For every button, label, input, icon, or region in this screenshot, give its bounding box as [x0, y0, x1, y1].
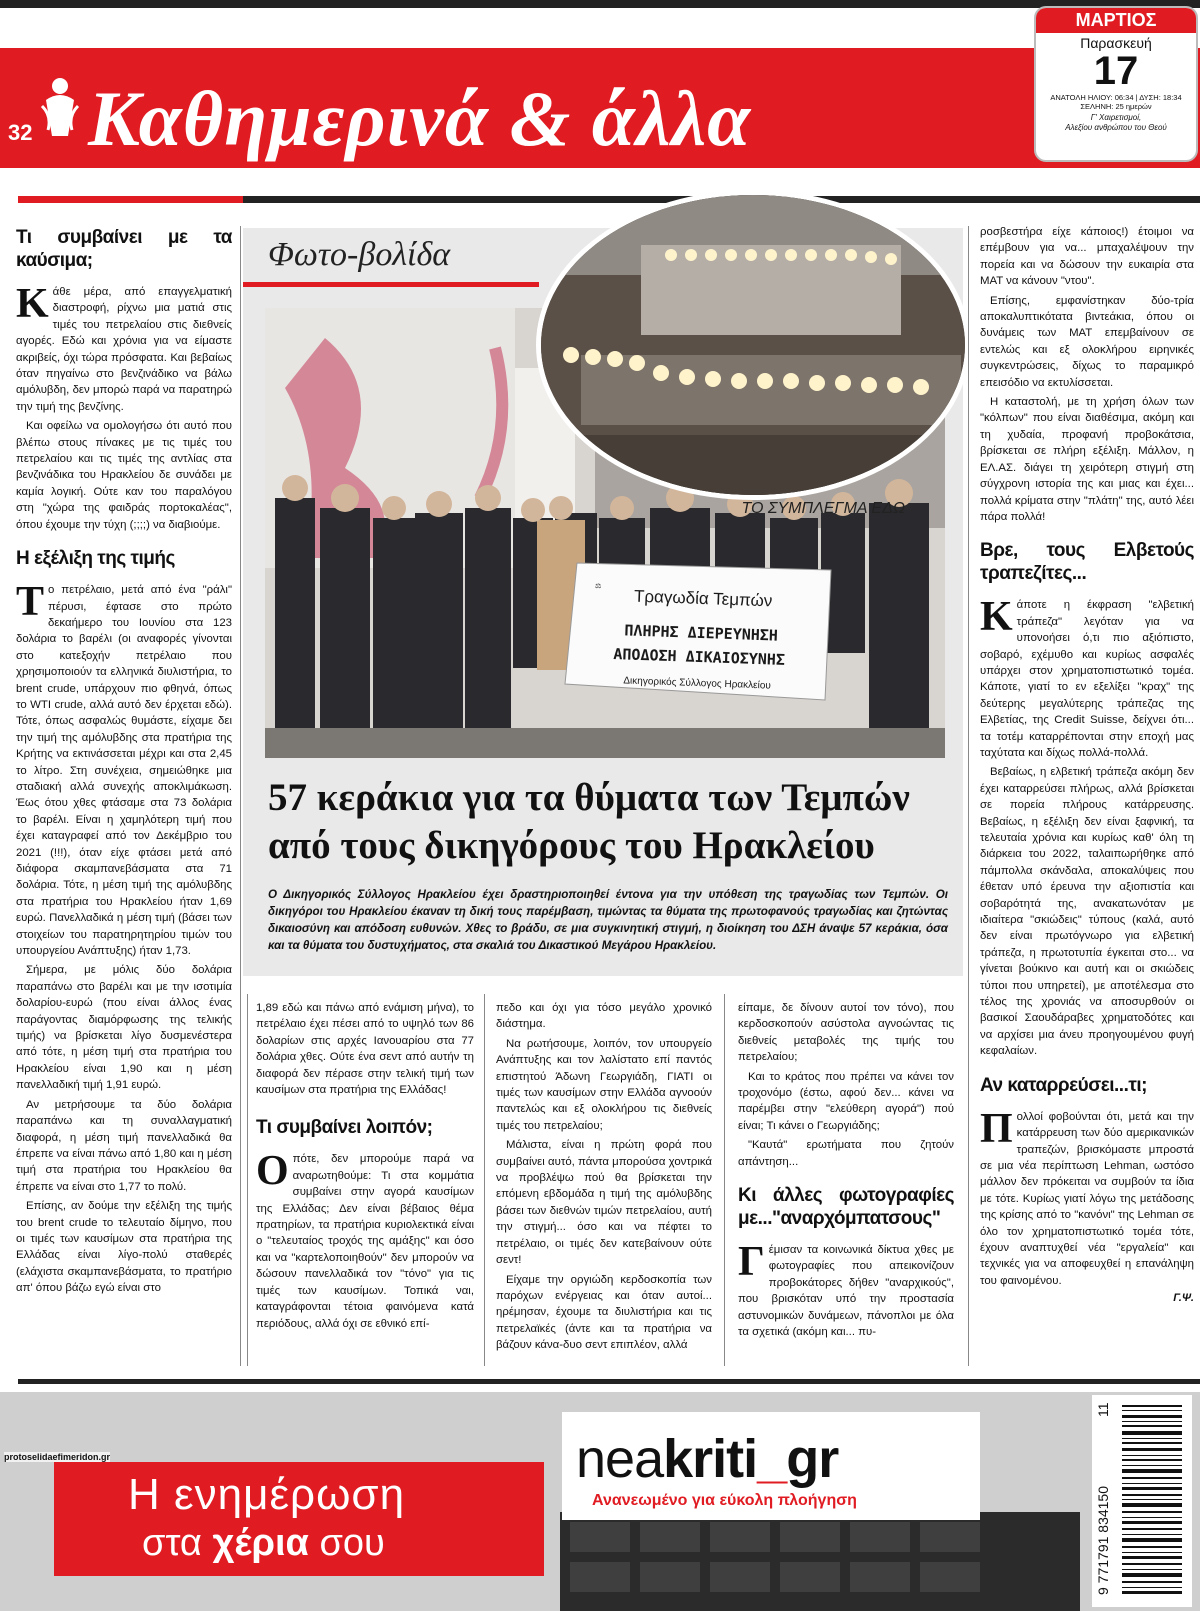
- column-heading: Τι συμβαίνει με τα καύσιμα;: [16, 227, 232, 271]
- article-paragraph: είπαμε, δε δίνουν αυτοί τον τόνο), που κερδοσκοπούν ασύστολα αγνοώντας τις διεθνείς μεταβολές της τιμής του πετρελαίου;: [738, 1002, 954, 1064]
- page-number: 32: [8, 120, 33, 145]
- slogan-part: σου: [308, 1522, 385, 1564]
- graffiti-text: ΤΟ ΣΥΜΠΛΕΓΜΑ ΕΔΩ: [741, 500, 905, 517]
- date-month: ΜΑΡΤΙΟΣ: [1036, 8, 1196, 33]
- paragraph-text: άθε μέρα, από επαγγελματική διαστροφή, ρίχνω μια ματιά στις τιμές του πετρελαίου στις διεθνείς αγορές. Εδώ και χρόνια για να είμαστε ακριβείς, όχι τώρα πρόσφατα. Και βεβαίως όταν πηγαίνω στο βενζινάδικο να βάλω αμόλυβδη, δεν μπορώ παρά να παρατηρώ την τιμή της βενζίνης.: [16, 286, 232, 413]
- date-box: [1034, 6, 1198, 162]
- article-paragraph: [980, 1105, 1194, 1289]
- section-logo-icon: [38, 76, 82, 146]
- ad-tagline: Ανανεωμένο για εύκολη πλοήγηση: [592, 1492, 857, 1509]
- banner-title: Τραγωδία Τεμπών: [633, 586, 773, 611]
- article-paragraph: "Καυτά" ερωτήματα που ζητούν απάντηση...: [738, 1139, 954, 1168]
- article-paragraph: Αν μετρήσουμε τα δύο δολάρια παραπάνω και τη συναλλαγματική διαφορά, η μέση τιμή πανελλαδικά θα έπρεπε να είναι πάνω από 1,80 και η μέση τιμή στα πρατήρια του Ηρακλείου θα έπρεπε να είναι στο 1,77 το πολύ.: [16, 1098, 232, 1193]
- article-paragraph: πεδο και όχι για τόσο μεγάλο χρονικό διάστημα.: [496, 1002, 712, 1031]
- banner-signature: Δικηγορικός Σύλλογος Ηρακλείου: [623, 675, 772, 692]
- slogan-emphasis: χέρια: [212, 1522, 309, 1564]
- feature-lede: Ο Δικηγορικός Σύλλογος Ηρακλείου έχει δραστηριοποιηθεί έντονα για την υπόθεση της τραγωδίας των Τεμπών. Οι δικηγόροι του Ηρακλείου έκαναν τη δική τους παρέμβαση, τιμώντας τα θύματα της πρωτοφανούς τραγωδίας και ζητώντας δικαιοσύνη και απόδοση ευθυνών. Χθες το βράδυ, σε μια συγκινητική στιγμή, η διοίκηση του ΔΣΗ άναψε 57 κεράκια, όσα και τα θύματα του δυστυχήματος, στα σκαλιά του Δικαστικού Μεγάρου Ηρακλείου.: [268, 888, 948, 952]
- name-day: [1036, 113, 1196, 133]
- logo-part: _: [757, 1429, 787, 1489]
- svg-text:⚖: ⚖: [595, 583, 602, 590]
- article-paragraph: [256, 1148, 474, 1331]
- column-heading: Βρε, τους Ελβετούς τραπεζίτες...: [980, 540, 1194, 585]
- paragraph-text: ο πετρέλαιο, μετά από ένα "ράλι" πέρυσι, έφτασε στο πρώτο δεκαήμερο του Ιουνίου στα 123 δολάρια το βαρέλι (οι αναφορές γίνονται στο κατεξοχήν πετρέλαιο που χρησιμοποιούν τα ελληνικά διυλιστήρια, το brent crude, υπάρχουν πιο φθηνά, όπως το WTI crude, αλλά αυτό δεν έρχεται εδώ). Τότε, όπως ασφαλώς θυμάστε, είχαμε δει την τιμή της αμόλυβδης στα πρατήρια της Κρήτης να εκτινάσσεται μέχρι και στα 2,45 το λίτρο. Στη συνέχεια, σημειώθηκε μια σταδιακή αλλά συνεχής αποκλιμάκωση. Έως ότου χθες φτάσαμε στα 73 δολάρια το βαρέλι. Είναι η χαμηλότερη τιμή που έχει καταγραφεί από τον Δεκέμβριο του 2021 (!!!), όταν είχε φτάσει μετά από διάφορα σκαμπανεβάσματα στα 71 δολάρια. Τότε, η μέση τιμή της αμόλυβδης στα πρατήρια του Ηρακλείου ήταν 1,69 ευρώ. Πανελλαδικά η μέση τιμή (βάσει των στοιχείων του παρατηρητηρίου τιμών του υπουργείου Ανάπτυξης) ήταν 1,73.: [16, 584, 232, 958]
- article-paragraph: [16, 281, 232, 415]
- article-column: [738, 1000, 954, 1344]
- article-paragraph: [16, 579, 232, 959]
- column-heading: Κι άλλες φωτογραφίες με..."αναρχόμπατσους": [738, 1185, 954, 1230]
- paragraph-text: έμισαν τα κοινωνικά δίκτυα χθες με φωτογραφίες που απεικονίζουν προβοκάτορες δήθεν "αναρχικούς", που βρισκόταν υπό την προστασία αστυνομικών δυνάμεων, πάνοπλοι με όλα τα σχετικά (ακόμη και... πυ-: [738, 1244, 954, 1339]
- drop-cap: Τ: [16, 579, 45, 626]
- column-heading: Η εξέλιξη της τιμής: [16, 548, 175, 570]
- slogan-part: στα: [142, 1522, 213, 1564]
- right-column: [980, 224, 1194, 1304]
- section-title: Καθημερινά & άλλα: [88, 75, 752, 162]
- article-paragraph: Και οφείλω να ομολογήσω ότι αυτό που βλέπω στους πίνακες με τις τιμές του πετρελαίου και τις τιμές της αντλίας στα βενζινάδικα του Ηρακλείου δε συνάδει με καμία λογική. Ούτε καν του παραλόγου στη "χώρα της φαιδράς πορτοκαλέας", όπου έχουμε την τύχη (;;;;) να διαβιούμε.: [16, 420, 232, 531]
- headline-line: από τους δικηγόρους του Ηρακλείου: [268, 824, 875, 867]
- name-day-line1: Γ' Χαιρετισμοί,: [1090, 113, 1142, 122]
- issue-code: 11: [1095, 1402, 1111, 1417]
- date-weekday: Παρασκευή: [1080, 35, 1152, 51]
- column-heading: Τι συμβαίνει λοιπόν;: [256, 1117, 433, 1139]
- ad-slogan-line1: Η ενημέρωση: [128, 1470, 406, 1519]
- article-paragraph: Μάλιστα, είναι η πρώτη φορά που συμβαίνει αυτό, πάντα μπορούσα χοντρικά να προβλέψω πού θα βρίσκεται την επόμενη εβδομάδα η τιμή της αμόλυβδης βάσει των διεθνών τιμών πετρελαίου, αυτή την στιγμή... όσο και να πέφτει το πετρέλαιο, οι τιμές δεν κατεβαίνουν ούτε σεντ!: [496, 1139, 712, 1267]
- paragraph-text: άποτε η έκφραση "ελβετική τράπεζα" λεγόταν για να υπονοήσει ό,τι πιο αξιόπιστο, σοβαρό, εχέμυθο και κυρίως ασφαλές υπάρχει στον χρηματοπιστωτικό τομέα. Κάποτε, γιατί το εν εξελίξει "κραχ" της δεύτερης μεγαλύτερης τράπεζας της Ελβετίας, της Credit Suisse, δείχνει ότι... τα τοτέμ καταρρέπονται στην εποχή μας ταχύτατα και δίχως πολλά-πολλά.: [980, 599, 1194, 759]
- top-rule: [0, 0, 1200, 8]
- name-day-line2: Αλεξίου ανθρώπου του Θεού: [1065, 123, 1167, 132]
- column-divider: [240, 226, 241, 1366]
- logo-part: kriti: [663, 1429, 758, 1489]
- column-divider: [724, 994, 725, 1366]
- article-paragraph: Σήμερα, με μόλις δύο δολάρια παραπάνω στο βαρέλι και με την ισοτιμία δολαρίου-ευρώ (που είναι άλλος ένας παράγοντας διαμόρφωσης της τελικής τιμής) να βρίσκεται λίγο δυσμενέστερα από τότε, η μέση τιμή στα πρατήρια του Ηρακλείου είναι 1,90 και η μέση πανελλαδική τιμή 1,91 ευρώ.: [16, 964, 232, 1092]
- column-divider: [484, 994, 485, 1366]
- feature-label: Φωτο-βολίδα: [268, 236, 451, 273]
- headline-line: 57 κεράκια για τα θύματα των Τεμπών: [268, 776, 910, 819]
- drop-cap: Κ: [16, 281, 49, 327]
- article-column: [256, 1000, 474, 1335]
- article-paragraph: [738, 1239, 954, 1340]
- drop-cap: Γ: [738, 1239, 765, 1286]
- banner-line: ΠΛΗΡΗΣ ΔΙΕΡΕΥΝΗΣΗ: [624, 621, 779, 645]
- drop-cap: Κ: [980, 594, 1013, 641]
- paragraph-text: πότε, δεν μπορούμε παρά να αναρωτηθούμε: Τι στα κομμάτια συμβαίνει στην αγορά καυσίμων της Ελλάδας; Δεν είναι βέβαιος θέμα πρατηρίων, τα πρατήρια κυριολεκτικά είναι ο "τελευταίος τροχός της αμάξης" και όσο και να "καρτελοποιηθούν" δεν μπορούν να δώσουν πανελλαδικά τον "τόνο" για τις τιμές των καυσίμων. Τοπικά ναι, καταγράφονται τέτοια φαινόμενα κατά περιόδους, αλλά όχι σε εθνικό επί-: [256, 1153, 474, 1330]
- logo-part: nea: [576, 1429, 664, 1489]
- feature-headline: [268, 774, 958, 870]
- column-heading: Αν καταρρεύσει...τι;: [980, 1074, 1147, 1096]
- feature-label-underline: [243, 282, 539, 287]
- neakriti-logo[interactable]: [576, 1428, 838, 1490]
- source-watermark: protoselidaefimeridon.gr: [4, 1452, 111, 1462]
- article-paragraph: 1,89 εδώ και πάνω από ενάμιση μήνα), το πετρέλαιο έχει πέσει από το υψηλό των 86 δολαρίων στις αρχές Ιανουαρίου στα 77 δολάρια χθες. Ούτε ένα σεντ από αυτήν τη διαφορά δεν πέρασε στην τελική τιμή των καυσίμων στα πρατήρια της Ελλάδας!: [256, 1002, 474, 1097]
- drop-cap: Ο: [256, 1148, 289, 1195]
- drop-cap: Π: [980, 1105, 1013, 1152]
- article-column: [496, 1000, 712, 1357]
- logo-part: gr: [786, 1429, 839, 1489]
- article-paragraph: Η καταστολή, με τη χρήση όλων των "κόλπων" που είναι διαθέσιμα, ακόμη και τη χυδαία, προφανή προβοκάτσια, βρίσκεται σε πλήρη εξέλιξη. Μάλλον, η ΕΛ.ΑΣ. διάγει τη χειρότερη στιγμή στη σύγχρονη ιστορία της και μιας και έχει... πολλά κρίματα στην "πλάτη" της, αυτό λέει πάρα πολλά!: [980, 396, 1194, 523]
- ad-slogan-line2: [142, 1522, 385, 1565]
- article-paragraph: Είχαμε την οργιώδη κερδοσκοπία των παρόχων ενέργειας και όταν αυτοί... ηρέμησαν, έχουμε τα διυλιστήρια και τις πετρελαϊκές (άντε και τα πρατήρια να βάζουν κάνα-δυο σεντ επιπλέον, αλλά: [496, 1273, 712, 1352]
- article-paragraph: ροσβεστήρα είχε κάποιος!) έτοιμοι να επέμβουν για να... μπαχαλέψουν την πορεία και να δώσουν την ευκαιρία στα ΜΑΤ να κάνουν "ντου".: [980, 226, 1194, 288]
- article-paragraph: Να ρωτήσουμε, λοιπόν, τον υπουργείο Ανάπτυξης και τον λαλίστατο επί παντός επιστητού Άδωνη Γεωργιάδη, ΓΙΑΤΙ οι τιμές των καυσίμων στην Ελλάδα αγνοούν παντελώς και εξ ολοκλήρου τις διεθνείς τιμές του πετρελαίου;: [496, 1037, 712, 1132]
- banner-line: ΑΠΟΔΟΣΗ ΔΙΚΑΙΟΣΥΝΗΣ: [613, 645, 786, 669]
- moon-age: ΣΕΛΗΝΗ: 25 ημερών: [1080, 102, 1152, 111]
- header-rule-accent: [18, 196, 243, 203]
- date-day: 17: [1093, 49, 1139, 93]
- article-paragraph: Επίσης, αν δούμε την εξέλιξη της τιμής του brent crude το τελευταίο δίμηνο, που οι τιμές των καυσίμων στα πρατήρια της Ελλάδας είναι λίγο-πολύ σταθερές (ελάχιστα σκαμπανεβάσματα, το πρατήριο απ' όπου βάζω εγώ είναι στο: [16, 1200, 232, 1295]
- article-paragraph: Και το κράτος που πρέπει να κάνει τον τροχονόμο (έστω, αφού δεν... κάνει να παρέμβει στην "ελεύθερη αγορά") πού είναι; Τι κάνει ο Γεωργιάδης;: [738, 1070, 954, 1132]
- candles-photo: [536, 190, 970, 500]
- barcode: [1092, 1395, 1192, 1607]
- paragraph-text: ολλοί φοβούνται ότι, μετά και την κατάρρευση των δύο αμερικανικών τραπεζών, βρισκόμαστε μπροστά σε μια νέα περίπτωση Lehman, ωστόσο μάλλον δεν πρόκειται να συμβούν τα ίδια με τότε. Κυρίως γιατί λόγω της μετάδοσης της κρίσης από το "κανόνι" της Lehman σε όλο τον χρηματοπιστωτικό τομέα τότε, έχουν αναπτυχθεί νέα "εργαλεία" και τεχνικές για να αποφευχθεί η επανάληψη του φαινομένου.: [980, 1110, 1194, 1287]
- footer-rule: [18, 1379, 1200, 1384]
- column-divider: [247, 994, 248, 1366]
- sun-times: ΑΝΑΤΟΛΗ ΗΛΙΟΥ: 06:34 | ΔΥΣΗ: 18:34: [1050, 93, 1182, 102]
- column-divider: [968, 226, 969, 1366]
- author-signature: Γ.Ψ.: [1173, 1292, 1194, 1305]
- left-column: [16, 226, 232, 1300]
- barcode-number: 9 771791 834150: [1095, 1486, 1111, 1595]
- article-paragraph: Βεβαίως, η ελβετική τράπεζα ακόμη δεν έχει καταρρεύσει πλήρως, αλλά βρίσκεται σε πορεία πλήρους κατάρρευσης. Βεβαίως, η εξέλιξη δεν είναι ξαφνική, τα τελευταία χρόνια και κυρίως καθ' όλη τη διάρκεια του 2022, ταλαιπωρήθηκε από πάμπολλα σκάνδαλα, αποκαλύψεις που έθεταν υπό έρευνα την αξιοπιστία και σοβαρότητά της, ανακατωνόταν με ιδιαίτερα "σκιώδεις" τύπους (καλά, αυτό δεν είναι πρωτόγνωρο για ελβετική τράπεζα, η πρωτοτυπία έγκειται στο... να γίνεται βούκινο και αυτή και οι σκιώδεις τύποι που υπηρετεί), με αποτέλεσμα στο τέλος της χρονιάς να αποσυρθούν οι βασικοί Σαουδάραβες χρηματοδότες και να αρχίσει μια άνευ προηγουμένου φυγή κεφαλαίων.: [980, 766, 1194, 1058]
- article-paragraph: Επίσης, εμφανίστηκαν δύο-τρία αποκαλυπτικότατα βιντεάκια, όπου οι δυνάμεις των ΜΑΤ επεμβαίνουν σε εντελώς και εξ ολοκλήρου ειρηνικές συγκεντρώσεις, δίχως το παραμικρό επεισόδιο να εκτυλίσσεται.: [980, 294, 1194, 389]
- article-paragraph: [980, 594, 1194, 761]
